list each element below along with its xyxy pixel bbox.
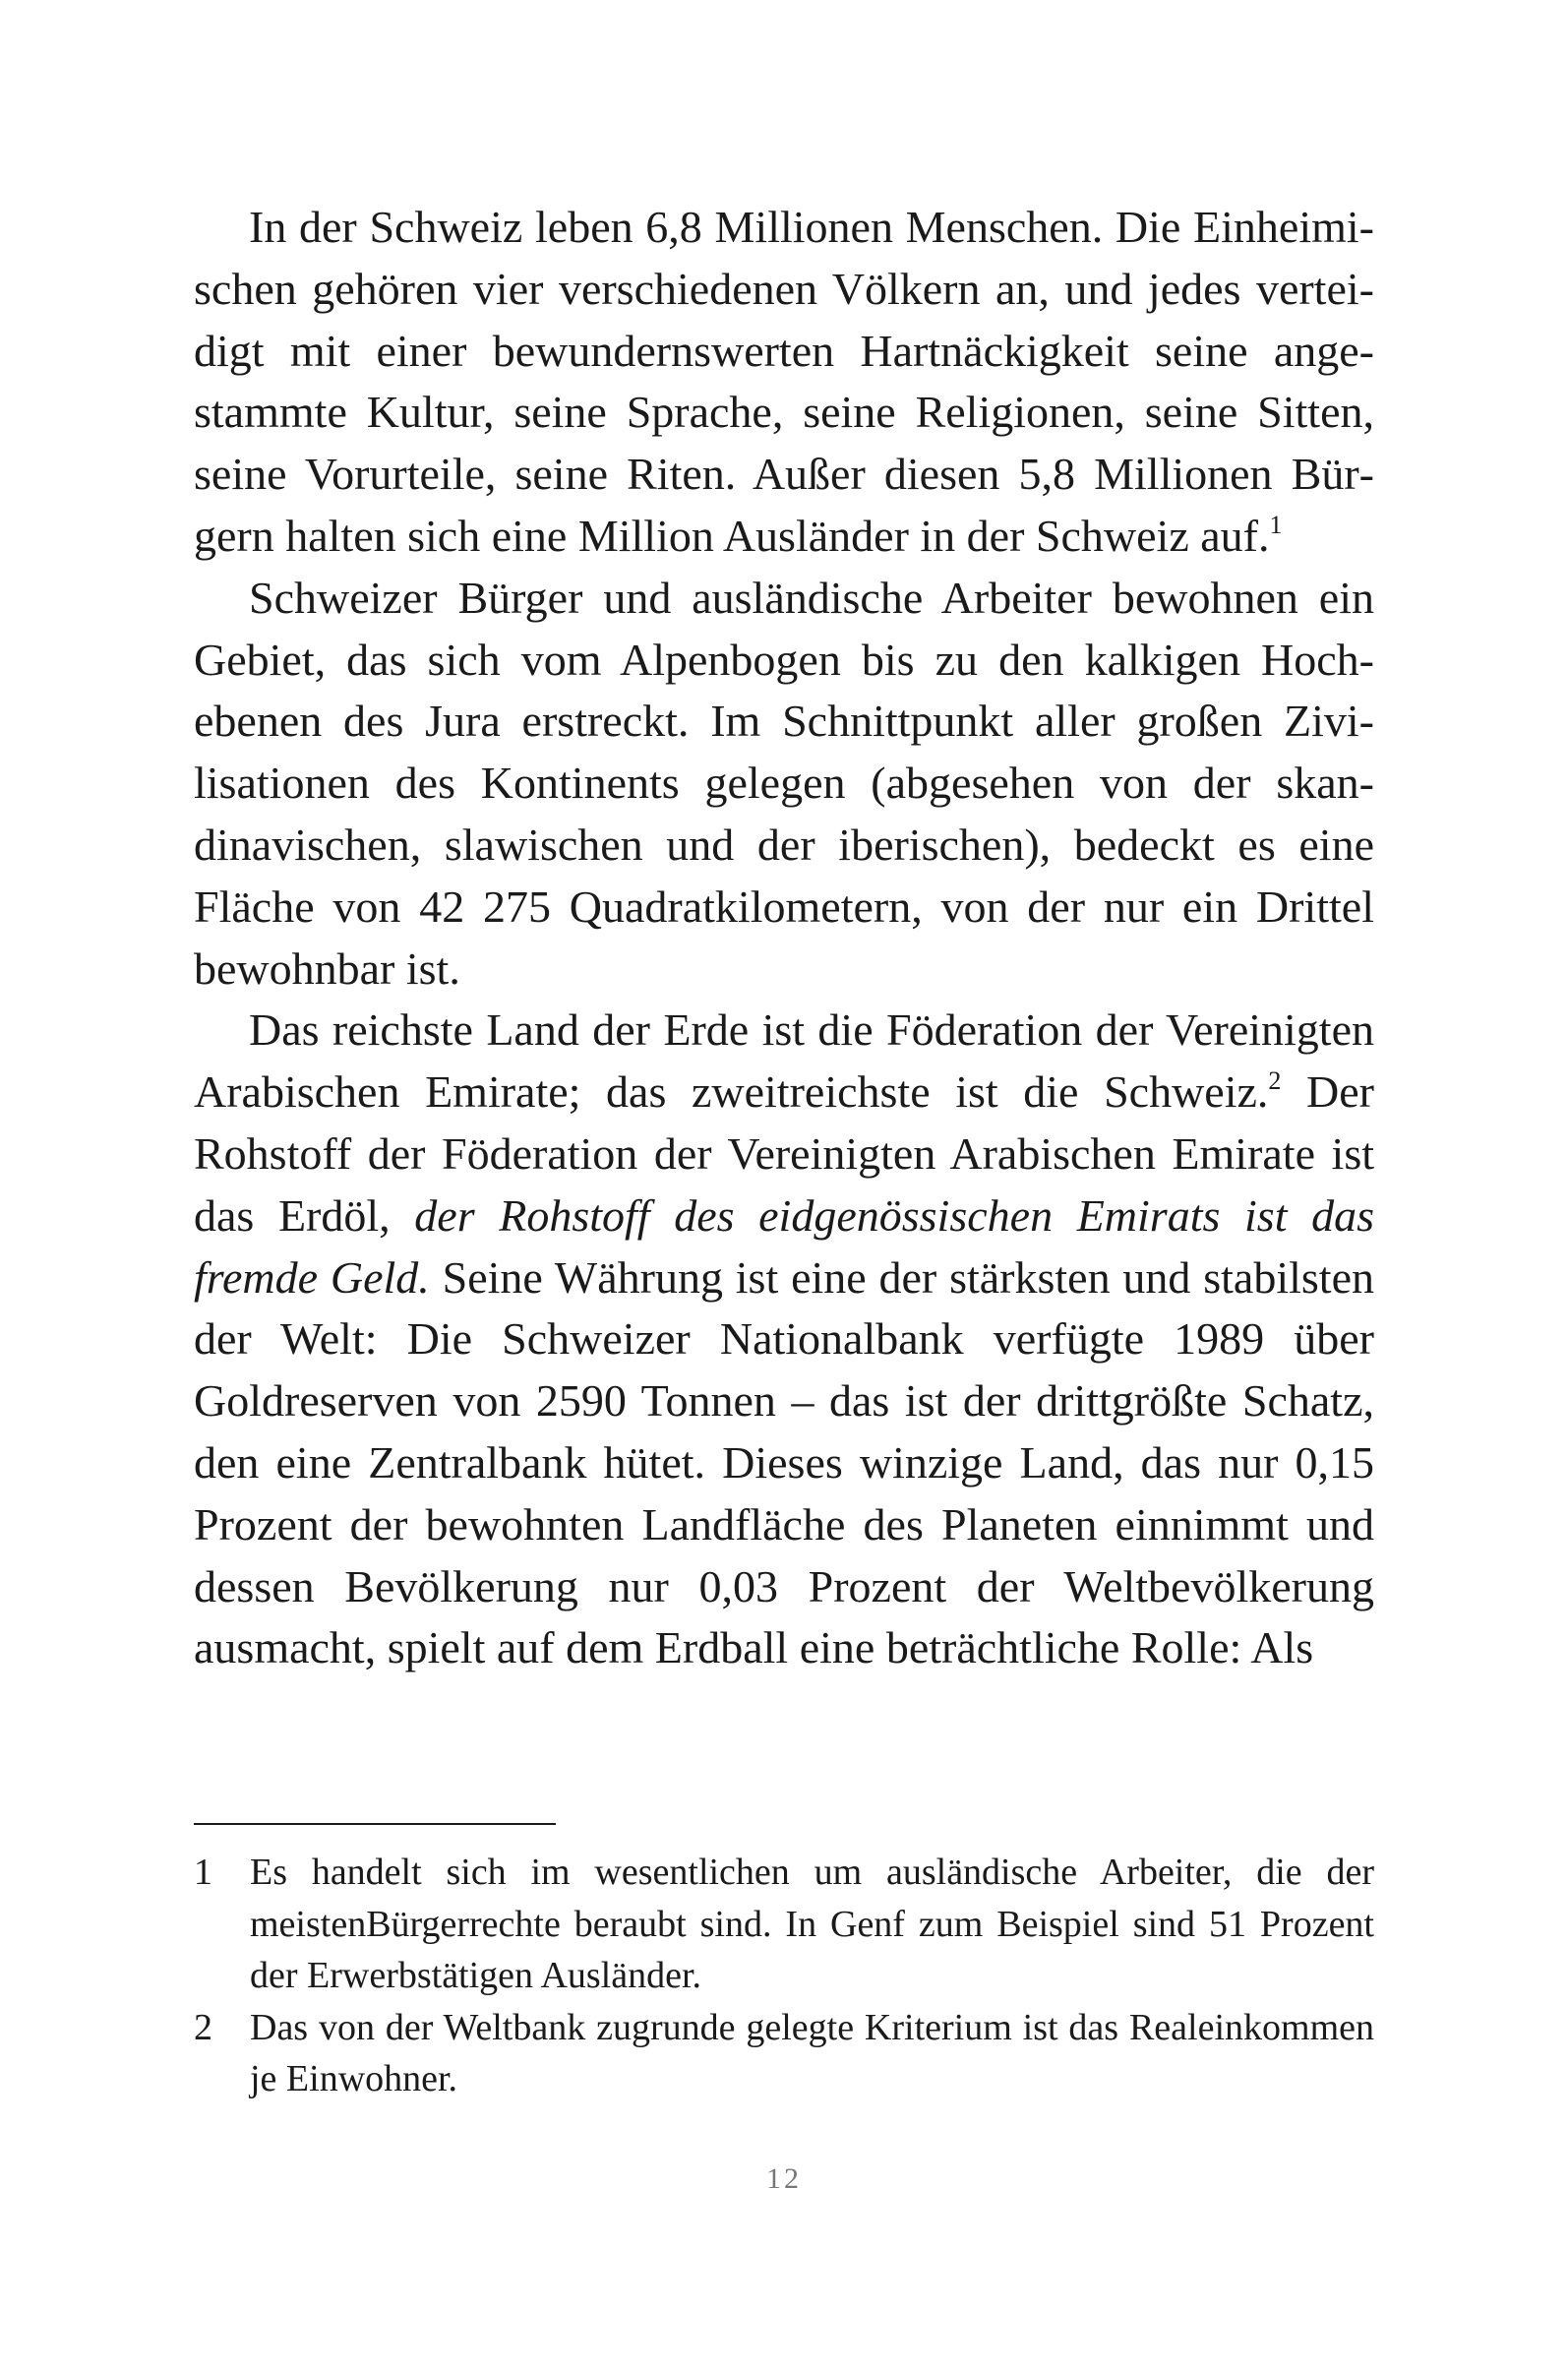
paragraph-3-text-c: Seine Währung ist eine der stärksten und stabilsten der Welt: Die Schweizer Nationalbank verfügte 1989 über Goldreserven von 2590 Tonnen – das ist der drittgrößte Schatz, den eine Zentralbank hütet. Dieses winzige Land, das nur 0,15 Prozent der bewohnten Landfläche des Planeten einnimmt und dessen Bevölkerung nur 0,03 Prozent der Weltbevölkerung ausmacht, spielt auf dem Erdball eine beträchtliche Rolle: Als bbox=[194, 1251, 1374, 1673]
footnote-number: 1 bbox=[194, 1852, 212, 1893]
paragraph-3-text-b: Der Rohstoff der Föderation der Vereinigten Arabischen Emirate ist das Erdöl, bbox=[194, 1066, 1374, 1241]
footnote-1 bbox=[194, 1847, 1374, 2002]
footnote-2 bbox=[194, 2002, 1374, 2105]
paragraph-1-text: In der Schweiz leben 6,8 Millionen Menschen. Die Einheimischen gehören vier verschiedenen Völkern an, und jedes verteidigt mit einer bewundernswerten Hartnäckigkeit seine angestammte Kultur, seine Sprache, seine Religionen, seine Sitten, seine Vorurteile, seine Riten. Außer diesen 5,8 Millionen Bürgern halten sich eine Million Ausländer in der Schweiz auf. bbox=[194, 202, 1374, 561]
page-number: 12 bbox=[766, 2162, 802, 2195]
page-body bbox=[194, 197, 1374, 1679]
paragraph-1 bbox=[194, 197, 1374, 568]
footnote-ref-1: 1 bbox=[1269, 510, 1283, 539]
paragraph-3-italic: der Rohstoff des eidgenössischen Emirats ist das fremde Geld. bbox=[194, 1189, 1374, 1303]
footnote-text: Das von der Weltbank zugrunde gelegte Kriterium ist das Realeinkommen je Einwohner. bbox=[250, 2006, 1374, 2099]
footnotes bbox=[194, 1847, 1374, 2105]
paragraph-3 bbox=[194, 1000, 1374, 1679]
footnote-ref-2: 2 bbox=[1268, 1065, 1282, 1095]
paragraph-2 bbox=[194, 568, 1374, 1001]
footnote-number: 2 bbox=[194, 2006, 212, 2048]
footnote-text: Es handelt sich im wesentlichen um ausländische Arbeiter, die der meistenBürgerrechte beraubt sind. In Genf zum Beispiel sind 51 Prozent der Erwerbstätigen Ausländer. bbox=[250, 1852, 1374, 1996]
main-text bbox=[194, 197, 1374, 1679]
paragraph-2-text: Schweizer Bürger und ausländische Arbeiter bewohnen ein Gebiet, das sich vom Alpenbogen bis zu den kalkigen Hochebenen des Jura erstreckt. Im Schnittpunkt aller großen Zivilisationen des Kontinents gelegen (abgesehen von der skandinavischen, slawischen und der iberischen), bedeckt es eine Fläche von 42 275 Quadratkilometern, von der nur ein Drittel bewohnbar ist. bbox=[194, 572, 1374, 994]
footnote-divider bbox=[194, 1823, 556, 1825]
paragraph-3-text-a: Das reichste Land der Erde ist die Föderation der Vereinigten Arabischen Emirate; das zweitreichste ist die Schweiz. bbox=[194, 1004, 1374, 1118]
